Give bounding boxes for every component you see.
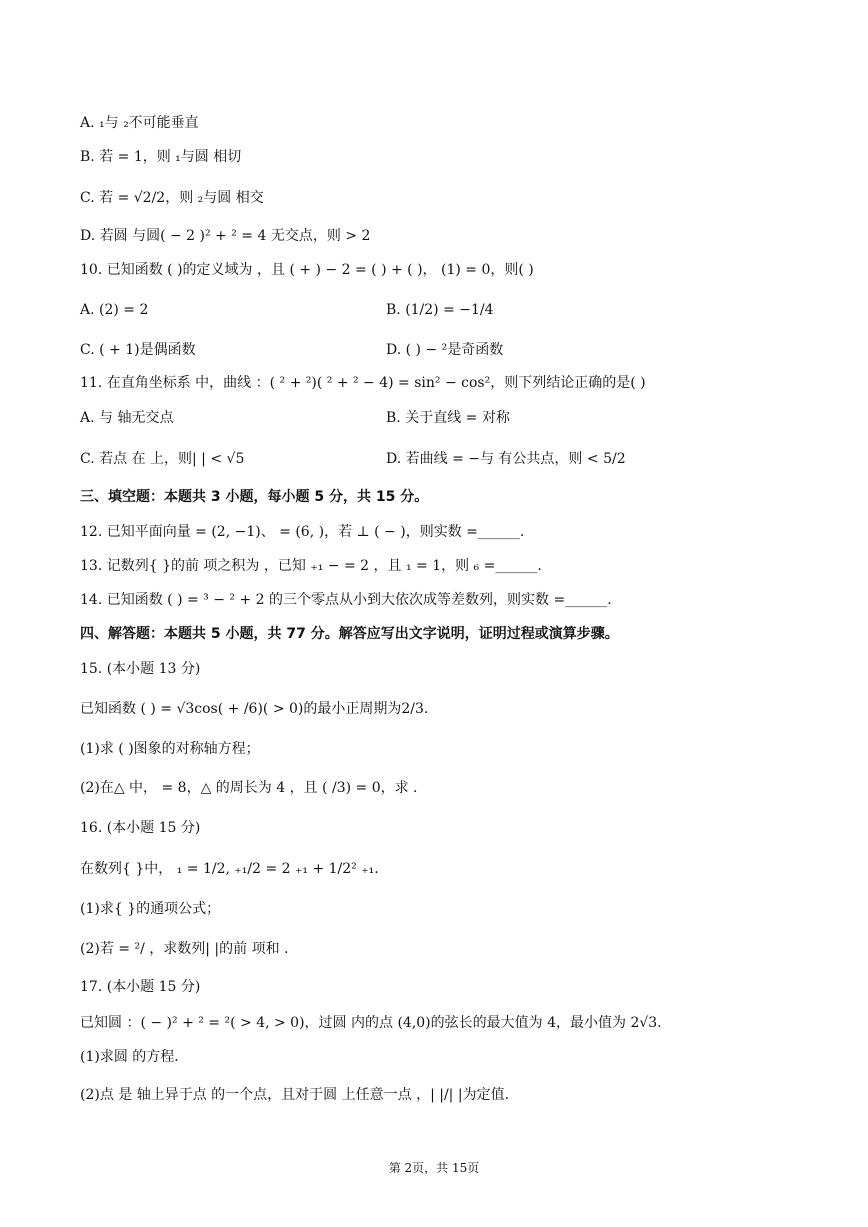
question-11-stem: 11. 在直角坐标系 中，曲线 ：( ² + ²)( ² + ² − 4) = sin² − cos²，则下列结论正确的是( ) [80,375,646,391]
option-10c: C. ( + 1)是偶函数 [80,342,196,358]
question-10-stem: 10. 已知函数 ( )的定义域为 ，且 ( + ) − 2 = ( ) + ( )， (1) = 0，则( ) [80,262,534,278]
section-heading-solutions: 四、解答题：本题共 5 小题，共 77 分。解答应写出文字说明，证明过程或演算步骤。 [80,626,619,642]
option-11b: B. 关于直线 = 对称 [386,410,510,426]
question-17-title: 17. (本小题 15 分) [80,979,201,995]
option-9a: A. ₁与 ₂不可能垂直 [80,115,199,131]
question-14: 14. 已知函数 ( ) = ³ − ² + 2 的三个零点从小到大依次成等差数列，则实数 =______. [80,592,612,608]
question-15-part2: (2)在△ 中， = 8，△ 的周长为 4 ，且 ( /3) = 0，求 . [80,780,418,796]
question-16-title: 16. (本小题 15 分) [80,820,201,836]
question-17-part2: (2)点 是 轴上异于点 的一个点，且对于圆 上任意一点 ，| |/| |为定值. [80,1087,510,1103]
option-9c: C. 若 = √2/2，则 ₂与圆 相交 [80,190,264,206]
option-9d: D. 若圆 与圆( − 2 )² + ² = 4 无交点，则 > 2 [80,228,371,244]
section-heading-fill-in: 三、填空题：本题共 3 小题，每小题 5 分，共 15 分。 [80,489,429,505]
question-15-stem: 已知函数 ( ) = √3cos( + /6)( > 0)的最小正周期为2/3. [80,701,429,717]
option-11c: C. 若点 在 上，则| | < √5 [80,451,245,467]
question-12: 12. 已知平面向量 = (2, −1)、 = (6, )，若 ⊥ ( − )，则实数 =______. [80,524,525,540]
page-footer: 第 2页，共 15页 [388,1161,480,1175]
question-15-title: 15. (本小题 13 分) [80,661,201,677]
question-13: 13. 记数列{ }的前 项之积为 ，已知 ₊₁ − = 2 ，且 ₁ = 1，则 ₆ =______. [80,558,542,574]
option-10a: A. (2) = 2 [80,302,149,318]
question-16-part1: (1)求{ }的通项公式； [80,901,221,917]
option-11d: D. 若曲线 = −与 有公共点，则 < 5/2 [386,451,626,467]
option-11a: A. 与 轴无交点 [80,410,174,426]
question-15-part1: (1)求 ( )图象的对称轴方程； [80,741,260,757]
option-9b: B. 若 = 1，则 ₁与圆 相切 [80,149,242,165]
question-17-part1: (1)求圆 的方程. [80,1049,179,1065]
question-16-stem: 在数列{ }中， ₁ = 1/2, ₊₁/2 = 2 ₊₁ + 1/2² ₊₁. [80,861,379,877]
option-10b: B. (1/2) = −1/4 [386,302,494,318]
question-16-part2: (2)若 = ²/ ，求数列| |的前 项和 . [80,941,289,957]
option-10d: D. ( ) − ²是奇函数 [386,342,504,358]
question-17-stem: 已知圆 ：( − )² + ² = ²( > 4, > 0)，过圆 内的点 (4,0)的弦长的最大值为 4，最小值为 2√3. [80,1015,662,1031]
